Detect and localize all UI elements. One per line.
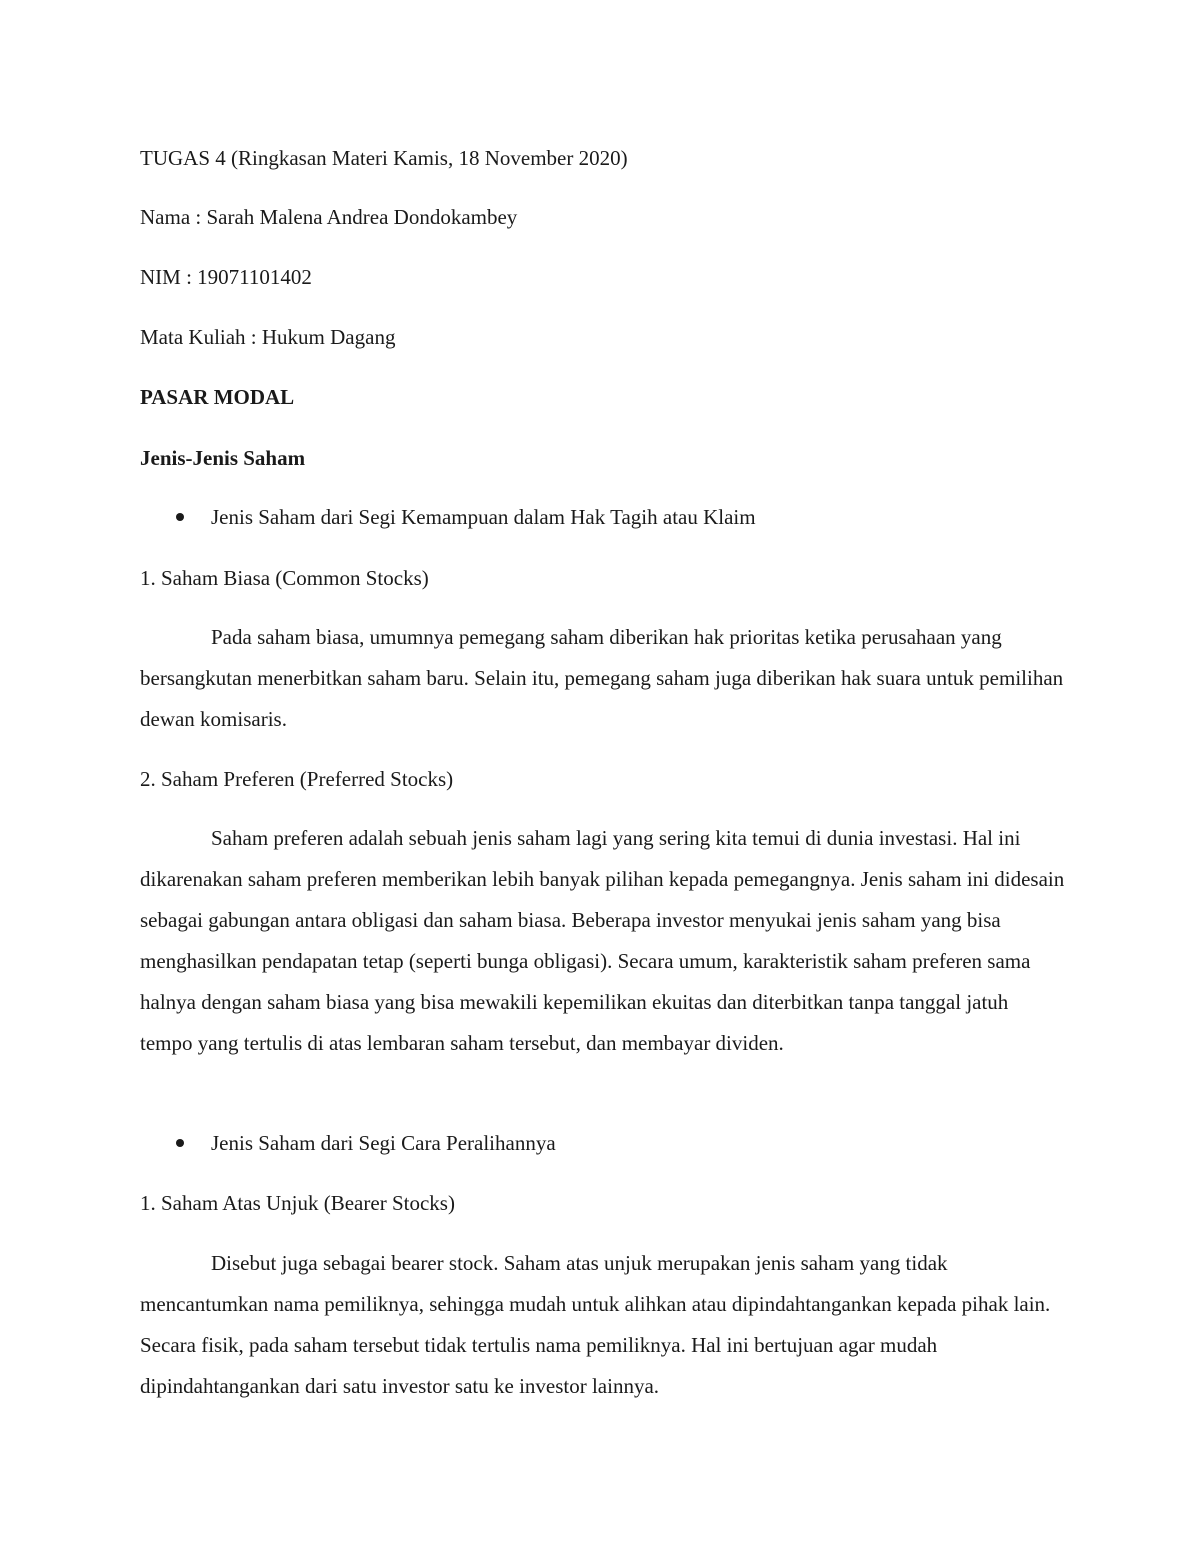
bullet-text: Jenis Saham dari Segi Cara Peralihannya bbox=[211, 1131, 556, 1155]
bullet-dot-icon bbox=[176, 1139, 184, 1147]
student-name: Nama : Sarah Malena Andrea Dondokambey bbox=[140, 205, 518, 229]
section-heading: PASAR MODAL bbox=[140, 385, 295, 409]
document-title: TUGAS 4 (Ringkasan Materi Kamis, 18 November 2020) bbox=[140, 146, 628, 170]
item-paragraph: Saham preferen adalah sebuah jenis saham lagi yang sering kita temui di dunia investasi. Hal ini dikarenakan saham preferen memberikan lebih banyak pilihan kepada pemegangnya. Jenis saham ini didesain sebagai gabungan antara obligasi dan saham biasa. Beberapa investor menyukai jenis saham yang bisa menghasilkan pendapatan tetap (seperti bunga obligasi). Secara umum, karakteristik saham preferen sama halnya dengan saham biasa yang bisa mewakili kepemilikan ekuitas dan diterbitkan tanpa tanggal jatuh tempo yang tertulis di atas lembaran saham tersebut, dan membayar dividen. bbox=[140, 826, 1065, 1055]
item-heading: 2. Saham Preferen (Preferred Stocks) bbox=[140, 767, 454, 791]
item-heading: 1. Saham Atas Unjuk (Bearer Stocks) bbox=[140, 1191, 455, 1215]
course-name: Mata Kuliah : Hukum Dagang bbox=[140, 325, 396, 349]
item-paragraph: Pada saham biasa, umumnya pemegang saham diberikan hak prioritas ketika perusahaan yang bersangkutan menerbitkan saham baru. Selain itu, pemegang saham juga diberikan hak suara untuk pemilihan dewan komisaris. bbox=[140, 625, 1064, 731]
student-nim: NIM : 19071101402 bbox=[140, 265, 312, 289]
item-heading: 1. Saham Biasa (Common Stocks) bbox=[140, 566, 429, 590]
item-paragraph: Disebut juga sebagai bearer stock. Saham atas unjuk merupakan jenis saham yang tidak mencantumkan nama pemiliknya, sehingga mudah untuk alihkan atau dipindahtangankan kepada pihak lain. Secara fisik, pada saham tersebut tidak tertulis nama pemiliknya. Hal ini bertujuan agar mudah dipindahtangankan dari satu investor satu ke investor lainnya. bbox=[140, 1251, 1051, 1398]
section-subheading: Jenis-Jenis Saham bbox=[140, 446, 306, 470]
bullet-dot-icon bbox=[176, 513, 184, 521]
bullet-text: Jenis Saham dari Segi Kemampuan dalam Hak Tagih atau Klaim bbox=[211, 505, 756, 529]
